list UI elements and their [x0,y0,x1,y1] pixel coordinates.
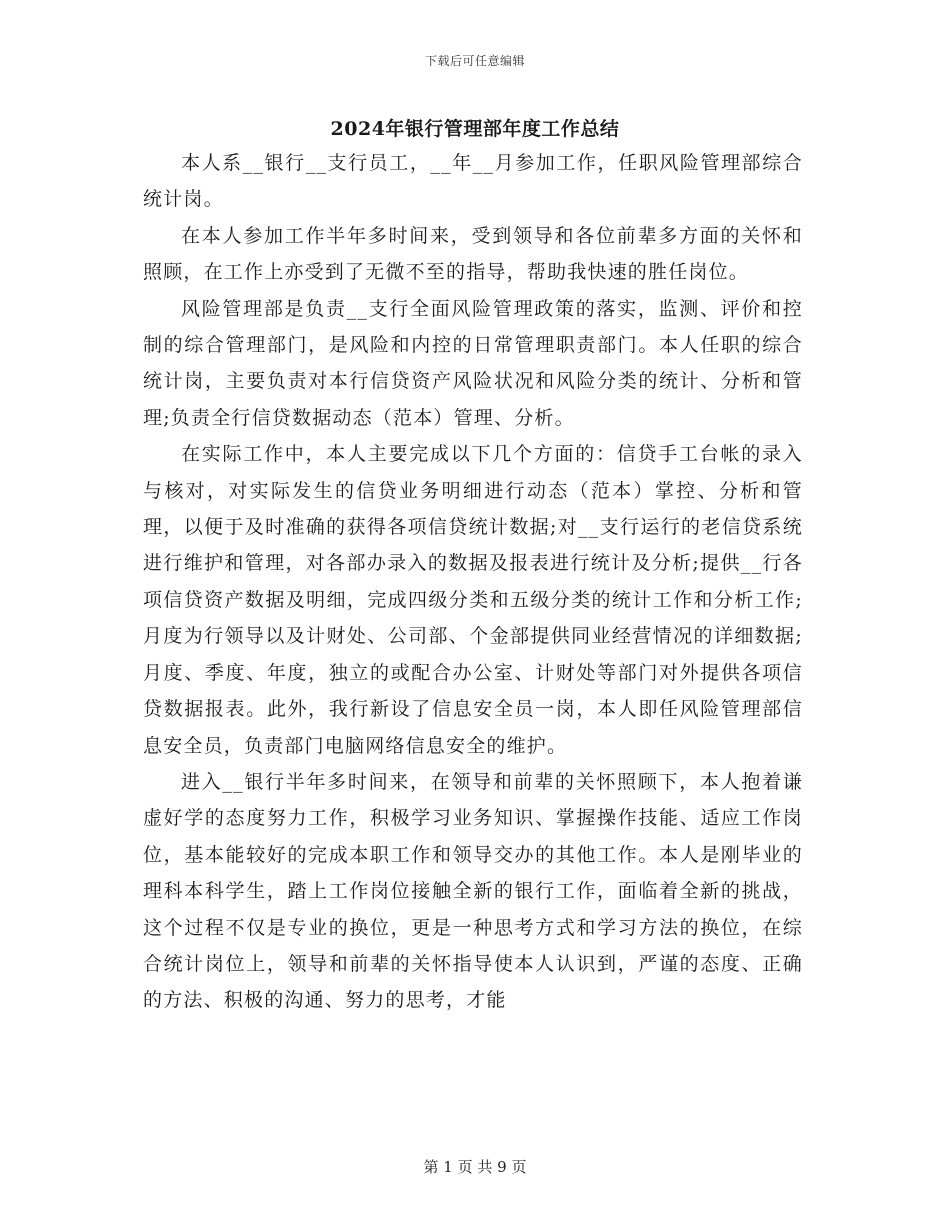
document-body [143,145,803,1019]
paragraph-4: 在实际工作中，本人主要完成以下几个方面的：信贷手工台帐的录入与核对，对实际发生的信贷业务明细进行动态（范本）掌控、分析和管理，以便于及时准确的获得各项信贷统计数据;对__支行运行的老信贷系统进行维护和管理，对各部办录入的数据及报表进行统计及分析;提供__行各项信贷资产数据及明细，完成四级分类和五级分类的统计工作和分析工作;月度为行领导以及计财处、公司部、个金部提供同业经营情况的详细数据;月度、季度、年度，独立的或配合办公室、计财处等部门对外提供各项信贷数据报表。此外，我行新设了信息安全员一岗，本人即任风险管理部信息安全员，负责部门电脑网络信息安全的维护。 [143,443,803,757]
paragraph-2: 在本人参加工作半年多时间来，受到领导和各位前辈多方面的关怀和照顾，在工作上亦受到了无微不至的指导，帮助我快速的胜任岗位。 [143,224,803,284]
paragraph-3: 风险管理部是负责__支行全面风险管理政策的落实，监测、评价和控制的综合管理部门，是风险和内控的日常管理职责部门。本人任职的综合统计岗，主要负责对本行信贷资产风险状况和风险分类的统计、分析和管理;负责全行信贷数据动态（范本）管理、分析。 [143,297,803,429]
page-number: 第 1 页 共 9 页 [423,1158,527,1176]
header-note: 下载后可任意编辑 [424,54,525,68]
paragraph-5: 进入__银行半年多时间来，在领导和前辈的关怀照顾下，本人抱着谦虚好学的态度努力工作，积极学习业务知识、掌握操作技能、适应工作岗位，基本能较好的完成本职工作和领导交办的其他工作。本人是刚毕业的理科本科学生，踏上工作岗位接触全新的银行工作，面临着全新的挑战，这个过程不仅是专业的换位，更是一种思考方式和学习方法的换位，在综合统计岗位上，领导和前辈的关怀指导使本人认识到，严谨的态度、正确的方法、积极的沟通、努力的思考，才能 [143,770,803,1012]
paragraph-1: 本人系__银行__支行员工，__年__月参加工作，任职风险管理部综合统计岗。 [143,152,803,211]
document-title: 2024年银行管理部年度工作总结 [330,118,620,140]
